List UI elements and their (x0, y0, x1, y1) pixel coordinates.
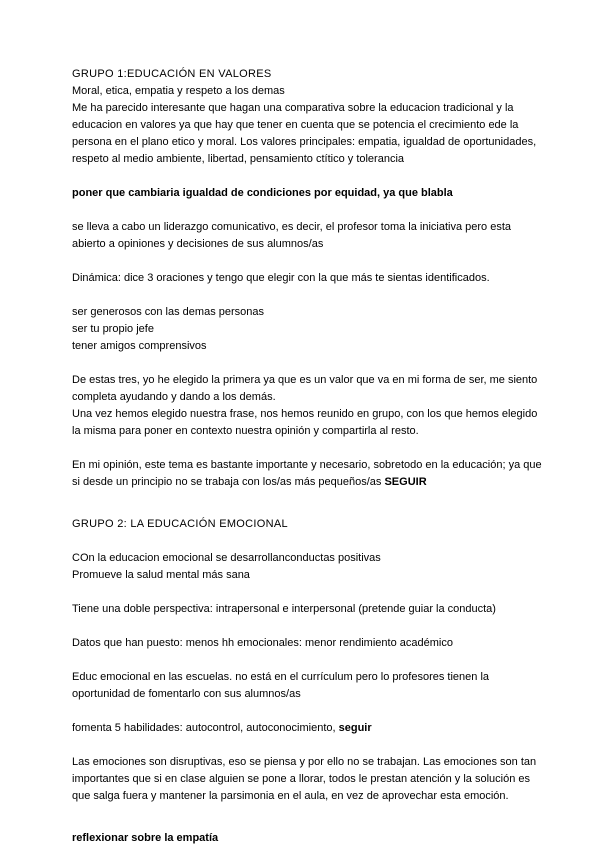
option-item: ser tu propio jefe (72, 323, 154, 335)
group2-skills-text: fomenta 5 habilidades: autocontrol, autoconocimiento, (72, 722, 339, 734)
group1-subtitle: Moral, etica, empatia y respeto a los demas (72, 85, 285, 97)
spacer (72, 652, 542, 669)
group1-leadership: se lleva a cabo un liderazgo comunicativo, es decir, el profesor toma la iniciativa pero esta abierto a opiniones y decisiones de sus alumnos/as (72, 221, 512, 250)
spacer (72, 703, 542, 720)
spacer (72, 491, 542, 508)
spacer (72, 202, 542, 219)
group2-data: Datos que han puesto: menos hh emocionales: menor rendimiento académico (72, 637, 453, 649)
group2-heading: GRUPO 2: LA EDUCACIÓN EMOCIONAL (72, 518, 288, 530)
spacer (72, 287, 542, 304)
group1-intro: Me ha parecido interesante que hagan una comparativa sobre la educacion tradicional y la educacion en valores ya que hay que tener en cuenta que se potencia el crecimiento ede la persona en el plano etico y moral. Los valores principales: empatia, igualdad de oportunidades, respeto al medio ambiente, libertad, pensamiento ctítico y tolerancia (72, 102, 537, 165)
group2-skills (72, 720, 542, 737)
group2-reflect-note: reflexionar sobre la empatía (72, 832, 219, 844)
group1-choice: De estas tres, yo he elegido la primera ya que es un valor que va en mi forma de ser, me siento completa ayudando y dando a los demás. (72, 374, 538, 403)
spacer (72, 822, 542, 830)
option-item: ser generosos con las demas personas (72, 306, 264, 318)
group1-heading: GRUPO 1:EDUCACIÓN EN VALORES (72, 68, 272, 80)
option-item: tener amigos comprensivos (72, 340, 207, 352)
group2-skills-bold: seguir (338, 722, 372, 734)
group2-emotions: Las emociones son disruptivas, eso se piensa y por ello no se trabajan. Las emociones son tan importantes que si en clase alguien se pone a llorar, todos le prestan atención y la solución es que salga fuera y mantener la parsimonia en el aula, en vez de aprovechar esta emoción. (72, 756, 537, 802)
spacer (72, 355, 542, 372)
group1-group-work: Una vez hemos elegido nuestra frase, nos hemos reunido en grupo, con los que hemos elegido la misma para poner en contexto nuestra opinión y compartirla al resto. (72, 408, 538, 437)
spacer (72, 253, 542, 270)
group2-schools: Educ emocional en las escuelas. no está en el currículum pero lo profesores tienen la oportunidad de fomentarlo con sus alumnos/as (72, 671, 490, 700)
spacer (72, 508, 542, 516)
group1-bold-note: poner que cambiaria igualdad de condiciones por equidad, ya que blabla (72, 187, 453, 199)
spacer (72, 168, 542, 185)
document-page (72, 66, 542, 847)
group1-opinion (72, 457, 542, 491)
spacer (72, 618, 542, 635)
group2-line2: Promueve la salud mental más sana (72, 569, 250, 581)
spacer (72, 805, 542, 822)
spacer (72, 533, 542, 550)
spacer (72, 737, 542, 754)
group2-perspective: Tiene una doble perspectiva: intrapersonal e interpersonal (pretende guiar la conducta) (72, 603, 496, 615)
spacer (72, 584, 542, 601)
group1-dynamic: Dinámica: dice 3 oraciones y tengo que elegir con la que más te sientas identificados. (72, 272, 490, 284)
group1-opinion-text: En mi opinión, este tema es bastante importante y necesario, sobretodo en la educación; ya que si desde un principio no se trabaja con los/as más pequeños/as (72, 459, 542, 488)
group2-line1: COn la educacion emocional se desarrollanconductas positivas (72, 552, 381, 564)
spacer (72, 440, 542, 457)
group1-opinion-bold: SEGUIR (384, 476, 427, 488)
